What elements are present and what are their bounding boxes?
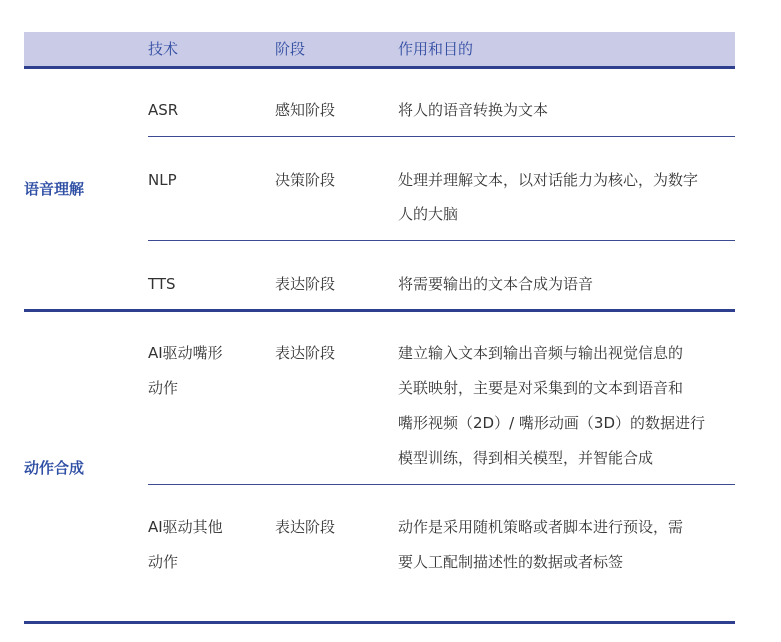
tech-cell: ASR xyxy=(148,101,179,119)
tech-line: 动作 xyxy=(148,553,179,571)
purpose-line: 动作是采用随机策略或者脚本进行预设，需 xyxy=(398,518,684,536)
category-label: 动作合成 xyxy=(24,459,85,477)
row-divider xyxy=(148,136,735,137)
purpose-line: 人的大脑 xyxy=(398,205,459,223)
row-divider xyxy=(148,240,735,241)
category-label: 语音理解 xyxy=(24,180,85,198)
purpose-line: 建立输入文本到输出音频与输出视觉信息的 xyxy=(398,344,684,362)
tech-line: AI驱动其他 xyxy=(148,518,223,536)
table-header xyxy=(24,32,735,66)
tech-line: 动作 xyxy=(148,379,179,397)
header-tech: 技术 xyxy=(148,40,179,58)
purpose-line: 模型训练，得到相关模型，并智能合成 xyxy=(398,449,654,467)
purpose-line: 要人工配制描述性的数据或者标签 xyxy=(398,553,624,571)
purpose-cell: 将人的语音转换为文本 xyxy=(398,101,549,119)
table-bottom-rule xyxy=(24,621,735,624)
group-divider-rule xyxy=(24,309,735,312)
purpose-cell: 将需要输出的文本合成为语音 xyxy=(398,275,594,293)
stage-cell: 表达阶段 xyxy=(275,518,336,536)
header-purpose: 作用和目的 xyxy=(398,40,474,58)
header-stage: 阶段 xyxy=(275,40,306,58)
header-bottom-rule xyxy=(24,66,735,69)
stage-cell: 表达阶段 xyxy=(275,275,336,293)
stage-cell: 感知阶段 xyxy=(275,101,336,119)
purpose-line: 处理并理解文本，以对话能力为核心，为数字 xyxy=(398,171,699,189)
stage-cell: 决策阶段 xyxy=(275,171,336,189)
tech-line: AI驱动嘴形 xyxy=(148,344,223,362)
purpose-line: 关联映射，主要是对采集到的文本到语音和 xyxy=(398,379,684,397)
stage-cell: 表达阶段 xyxy=(275,344,336,362)
tech-cell: TTS xyxy=(148,275,176,293)
tech-cell: NLP xyxy=(148,171,177,189)
purpose-line: 嘴形视频（2D）/ 嘴形动画（3D）的数据进行 xyxy=(398,414,706,432)
row-divider xyxy=(148,484,735,485)
